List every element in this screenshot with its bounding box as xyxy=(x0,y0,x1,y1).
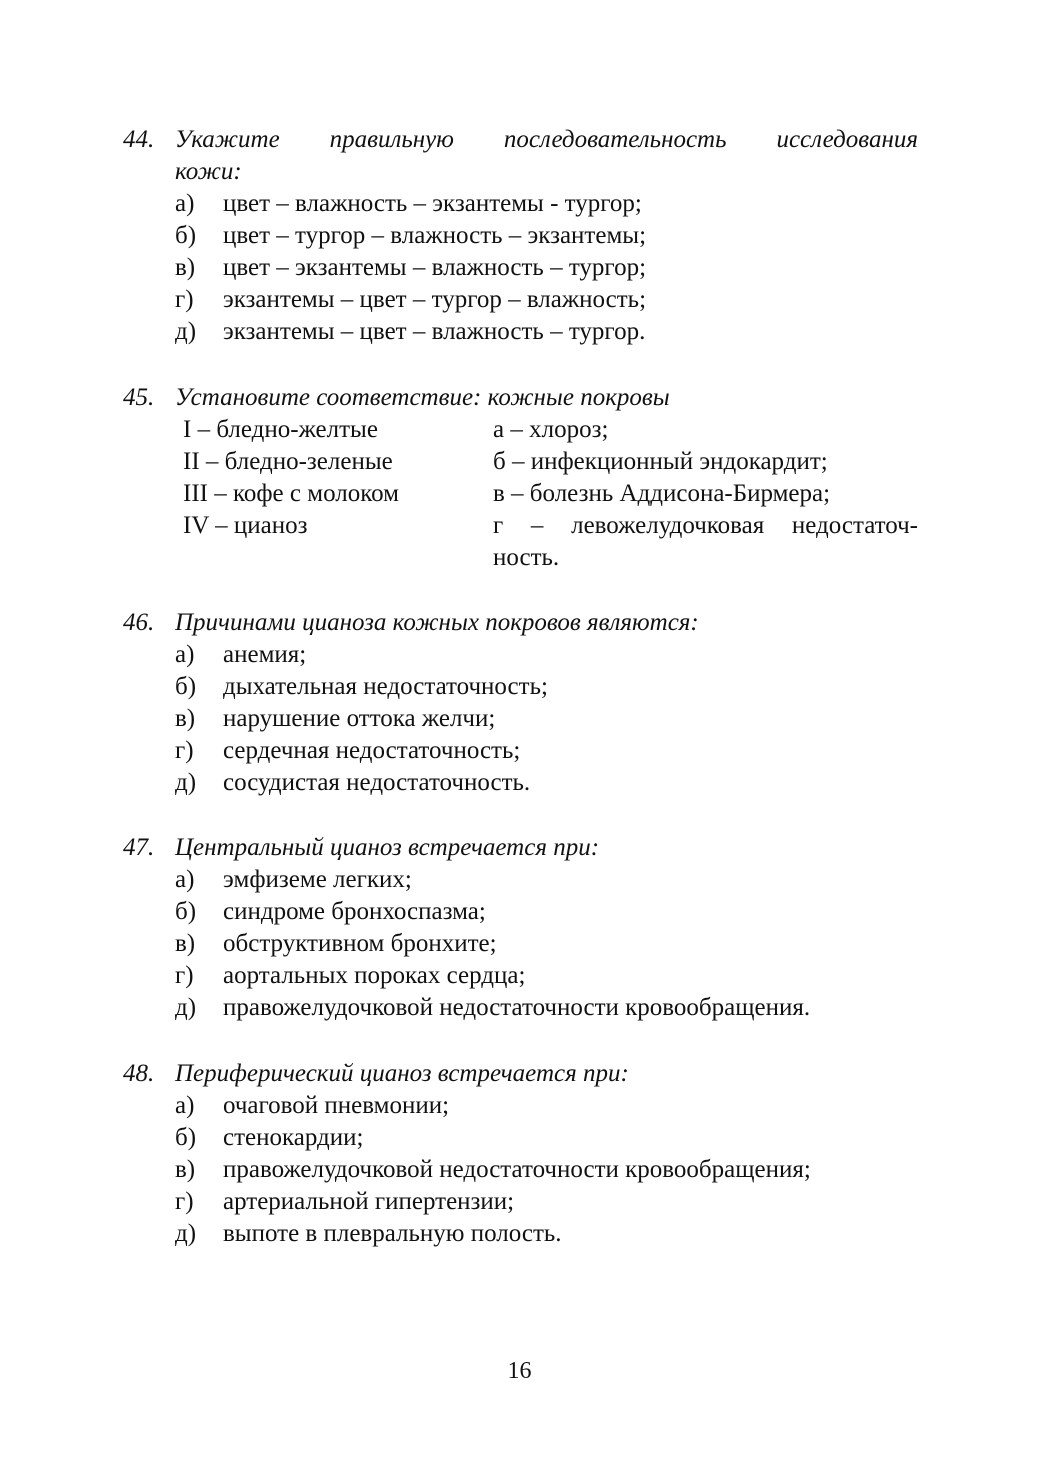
question-text: Периферический цианоз встречается при: xyxy=(175,1060,629,1087)
question-number: 48. xyxy=(123,1060,155,1087)
option-letter: д) xyxy=(175,318,197,345)
answer-option xyxy=(175,188,918,220)
question-header xyxy=(123,607,918,639)
option-letter: г) xyxy=(175,962,194,989)
option-text: выпоте в плевральную полость. xyxy=(223,1220,562,1247)
answer-option xyxy=(175,1218,918,1250)
question-header xyxy=(123,1058,918,1090)
question-number: 45. xyxy=(123,384,155,411)
option-letter: а) xyxy=(175,641,195,668)
option-text: анемия; xyxy=(223,641,307,668)
option-letter: б) xyxy=(175,1124,197,1151)
option-text: правожелудочковой недостаточности кровообращения. xyxy=(223,994,811,1021)
matching-left-item: III – кофе с молоком xyxy=(183,480,399,507)
option-letter: а) xyxy=(175,190,195,217)
answer-option xyxy=(175,1090,918,1122)
matching-left-item: IV – цианоз xyxy=(183,512,308,539)
answer-option xyxy=(175,220,918,252)
answer-option xyxy=(175,992,918,1024)
option-letter: в) xyxy=(175,1156,196,1183)
matching-left-item: II – бледно-зеленые xyxy=(183,448,393,475)
answer-option xyxy=(175,735,918,767)
option-letter: а) xyxy=(175,1092,195,1119)
answer-option xyxy=(175,284,918,316)
question-text: Установите соответствие: кожные покровы xyxy=(175,384,670,411)
answer-option xyxy=(175,639,918,671)
answer-option xyxy=(175,960,918,992)
option-text: правожелудочковой недостаточности кровообращения; xyxy=(223,1156,811,1183)
matching-table xyxy=(183,414,918,574)
option-text: сердечная недостаточность; xyxy=(223,737,521,764)
option-letter: в) xyxy=(175,930,196,957)
question-45 xyxy=(123,382,918,574)
answer-option xyxy=(175,316,918,348)
option-text: обструктивном бронхите; xyxy=(223,930,497,957)
option-letter: в) xyxy=(175,254,196,281)
answer-option xyxy=(175,1122,918,1154)
option-text: очаговой пневмонии; xyxy=(223,1092,450,1119)
matching-left-column xyxy=(183,414,493,574)
answer-option xyxy=(175,1186,918,1218)
option-text: синдроме бронхоспазма; xyxy=(223,898,486,925)
option-text: цвет – влажность – экзантемы - тургор; xyxy=(223,190,642,217)
answer-option xyxy=(175,767,918,799)
question-text: Укажите правильную последовательность исследования xyxy=(175,126,918,153)
answer-option xyxy=(175,703,918,735)
option-letter: в) xyxy=(175,705,196,732)
option-text: дыхательная недостаточность; xyxy=(223,673,548,700)
question-46 xyxy=(123,607,918,799)
question-text: Центральный цианоз встречается при: xyxy=(175,834,600,861)
question-header xyxy=(123,832,918,864)
matching-left-item: I – бледно-желтые xyxy=(183,416,378,443)
matching-right-item: в – болезнь Аддисона-Бирмера; xyxy=(493,480,831,507)
option-letter: б) xyxy=(175,673,197,700)
option-letter: г) xyxy=(175,1188,194,1215)
matching-right-item: б – инфекционный эндокардит; xyxy=(493,448,828,475)
question-44 xyxy=(123,124,918,348)
question-text-continuation: кожи: xyxy=(175,158,242,185)
option-letter: г) xyxy=(175,737,194,764)
option-letter: д) xyxy=(175,994,197,1021)
matching-right-item: г – левожелудочковая недостаточ- xyxy=(493,512,918,539)
page-number: 16 xyxy=(507,1358,532,1384)
option-letter: д) xyxy=(175,1220,197,1247)
matching-right-item: а – хлороз; xyxy=(493,416,609,443)
option-letter: д) xyxy=(175,769,197,796)
answer-option xyxy=(175,1154,918,1186)
option-text: экзантемы – цвет – тургор – влажность; xyxy=(223,286,647,313)
option-text: аортальных пороках сердца; xyxy=(223,962,526,989)
matching-right-item-continuation: ность. xyxy=(493,544,560,571)
question-text: Причинами цианоза кожных покровов являются: xyxy=(175,609,699,636)
option-text: цвет – тургор – влажность – экзантемы; xyxy=(223,222,647,249)
option-letter: б) xyxy=(175,898,197,925)
option-letter: г) xyxy=(175,286,194,313)
question-header xyxy=(123,382,918,414)
answer-option xyxy=(175,928,918,960)
question-48 xyxy=(123,1058,918,1250)
option-text: эмфиземе легких; xyxy=(223,866,412,893)
question-number: 46. xyxy=(123,609,155,636)
answer-option xyxy=(175,252,918,284)
question-number: 44. xyxy=(123,126,155,153)
answer-option xyxy=(175,864,918,896)
answer-option xyxy=(175,896,918,928)
question-header xyxy=(123,124,918,156)
option-text: стенокардии; xyxy=(223,1124,364,1151)
option-text: нарушение оттока желчи; xyxy=(223,705,496,732)
matching-right-column xyxy=(493,414,918,574)
question-number: 47. xyxy=(123,834,155,861)
option-text: цвет – экзантемы – влажность – тургор; xyxy=(223,254,647,281)
option-text: экзантемы – цвет – влажность – тургор. xyxy=(223,318,646,345)
option-letter: б) xyxy=(175,222,197,249)
option-text: сосудистая недостаточность. xyxy=(223,769,531,796)
option-letter: а) xyxy=(175,866,195,893)
question-47 xyxy=(123,832,918,1024)
option-text: артериальной гипертензии; xyxy=(223,1188,515,1215)
answer-option xyxy=(175,671,918,703)
